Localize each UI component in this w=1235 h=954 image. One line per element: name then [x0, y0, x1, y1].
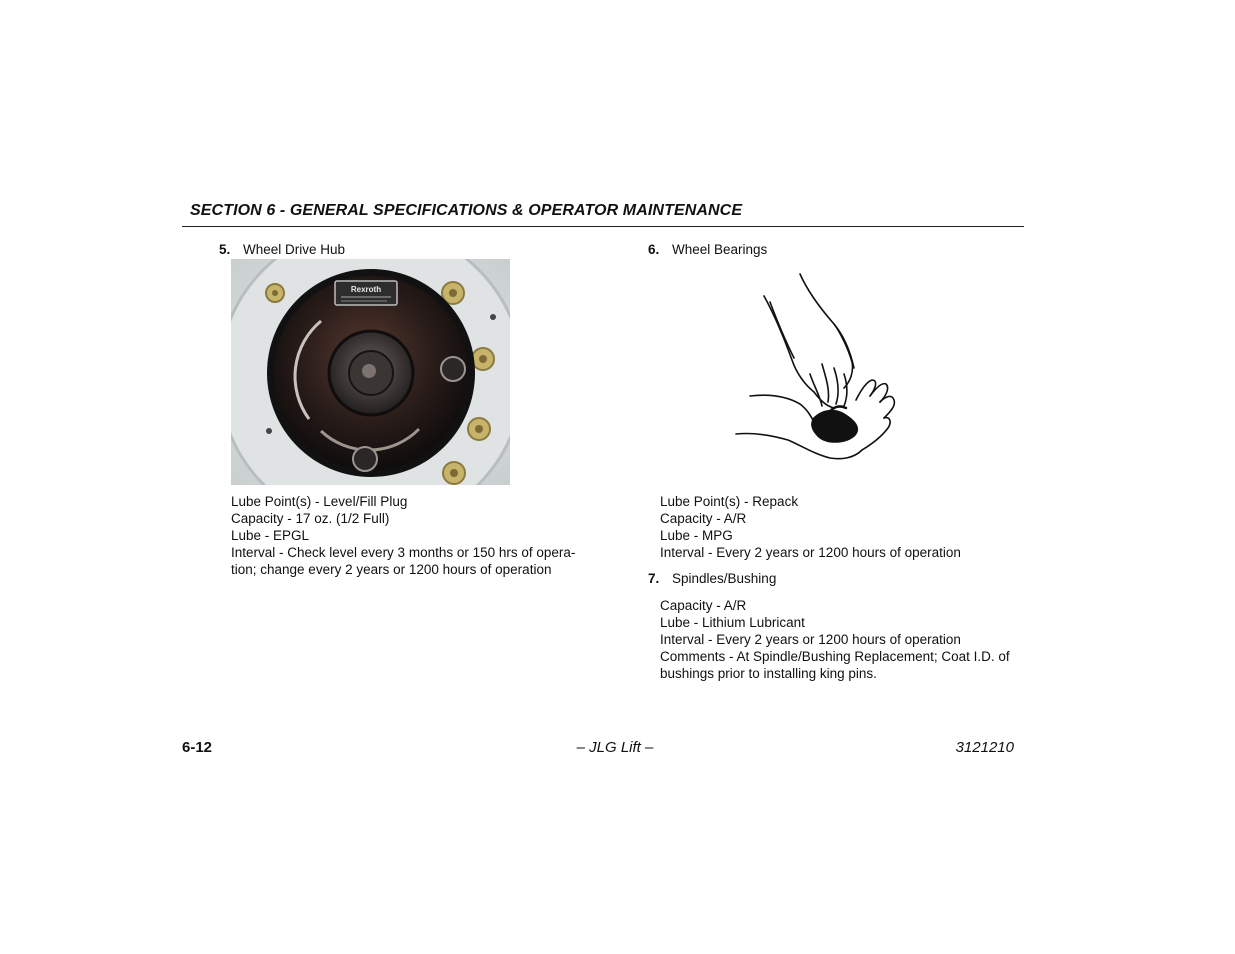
item-7-line: Lube - Lithium Lubricant	[660, 615, 805, 630]
item-6-line: Lube - MPG	[660, 528, 733, 543]
item-7-title: Spindles/Bushing	[672, 571, 777, 586]
item-6-heading	[648, 242, 767, 257]
item-6-details	[660, 493, 961, 561]
item-5-details	[231, 493, 575, 578]
wheel-drive-hub-photo	[231, 259, 510, 485]
header-rule	[182, 226, 1024, 227]
item-5-line: Lube - EPGL	[231, 528, 310, 543]
section-title: SECTION 6 - GENERAL SPECIFICATIONS & OPERATOR MAINTENANCE	[190, 202, 743, 219]
item-5-title: Wheel Drive Hub	[243, 242, 346, 257]
item-5-line: Interval - Check level every 3 months or 150 hrs of opera-	[231, 545, 576, 560]
item-7-number: 7.	[648, 571, 660, 586]
item-7-line: Capacity - A/R	[660, 598, 747, 613]
item-5-line: Lube Point(s) - Level/Fill Plug	[231, 494, 408, 509]
footer-title: – JLG Lift –	[576, 739, 654, 756]
item-6-line: Interval - Every 2 years or 1200 hours of operation	[660, 545, 961, 560]
page-number: 6-12	[182, 739, 213, 756]
item-7-line: bushings prior to installing king pins.	[660, 666, 877, 681]
item-7-line: Interval - Every 2 years or 1200 hours of operation	[660, 632, 961, 647]
item-5-heading	[219, 242, 345, 257]
item-7-line: Comments - At Spindle/Bushing Replacement; Coat I.D. of	[660, 649, 1010, 664]
item-6-title: Wheel Bearings	[672, 242, 768, 257]
item-5-line: tion; change every 2 years or 1200 hours of operation	[231, 562, 552, 577]
item-5-number: 5.	[219, 242, 231, 257]
item-6-line: Lube Point(s) - Repack	[660, 494, 799, 509]
item-6-number: 6.	[648, 242, 660, 257]
item-5-line: Capacity - 17 oz. (1/2 Full)	[231, 511, 390, 526]
item-7-heading	[648, 571, 776, 586]
item-7-details	[660, 597, 1010, 682]
item-6-line: Capacity - A/R	[660, 511, 747, 526]
wheel-bearings-illustration	[730, 268, 902, 466]
document-number: 3121210	[955, 739, 1014, 756]
brand-plate-text: Rexroth	[350, 285, 382, 294]
